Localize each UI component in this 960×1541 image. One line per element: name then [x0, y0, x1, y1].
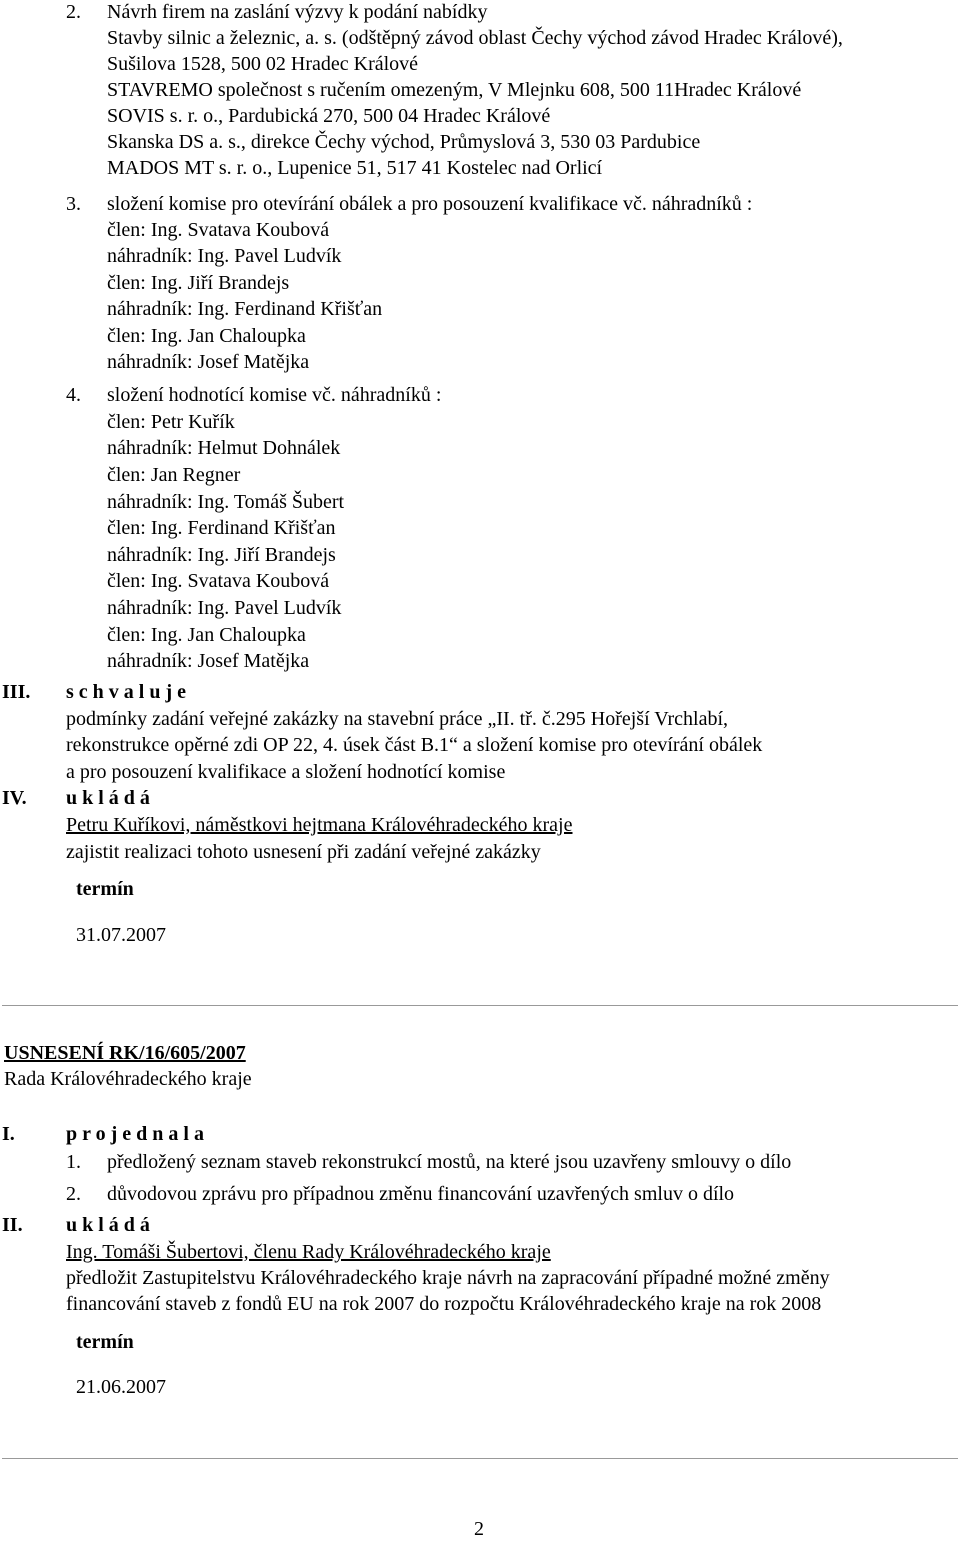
resolution-II-addressee: Ing. Tomáši Šubertovi, členu Rady Královéhradeckého kraje — [66, 1241, 551, 1263]
section-numeral-IV: IV. — [2, 787, 27, 809]
item4-line-2: člen: Petr Kuřík — [107, 411, 235, 433]
resolution-I-verb: p r o j e d n a l a — [66, 1123, 204, 1145]
item4-line-4: člen: Jan Regner — [107, 464, 241, 486]
item4-line-11: náhradník: Josef Matějka — [107, 650, 310, 672]
item2-line-1: Návrh firem na zaslání výzvy k podání nabídky — [107, 1, 488, 23]
item4-line-10: člen: Ing. Jan Chaloupka — [107, 624, 306, 646]
item2-line-7: MADOS MT s. r. o., Lupenice 51, 517 41 Kostelec nad Orlicí — [107, 157, 603, 179]
item3-line-5: náhradník: Ing. Ferdinand Křišťan — [107, 298, 383, 320]
resolution-item-1-number: 1. — [66, 1151, 81, 1173]
resolution-item-2-number: 2. — [66, 1183, 81, 1205]
item4-line-9: náhradník: Ing. Pavel Ludvík — [107, 597, 342, 619]
resolution-term-label: termín — [76, 1331, 134, 1353]
resolution-II-task-1: předložit Zastupitelstvu Královéhradeckého kraje návrh na zapracování případné možné změny — [66, 1267, 830, 1289]
list-number-2: 2. — [66, 1, 81, 23]
item4-heading: složení hodnotící komise vč. náhradníků : — [107, 384, 442, 406]
item2-line-4: STAVREMO společnost s ručením omezeným, V Mlejnku 608, 500 11Hradec Králové — [107, 79, 802, 101]
item2-line-3: Sušilova 1528, 500 02 Hradec Králové — [107, 53, 419, 75]
resolution-numeral-I: I. — [2, 1123, 15, 1145]
section-IV-term-date: 31.07.2007 — [76, 924, 166, 946]
item4-line-6: člen: Ing. Ferdinand Křišťan — [107, 517, 336, 539]
item2-line-5: SOVIS s. r. o., Pardubická 270, 500 04 Hradec Králové — [107, 105, 551, 127]
item2-line-2: Stavby silnic a železnic, a. s. (odštěpný závod oblast Čechy východ závod Hradec Králové), — [107, 27, 843, 49]
footer-separator-line — [2, 1458, 958, 1459]
section-IV-verb: u k l á d á — [66, 787, 150, 809]
item3-line-3: náhradník: Ing. Pavel Ludvík — [107, 245, 342, 267]
item4-line-7: náhradník: Ing. Jiří Brandejs — [107, 544, 336, 566]
separator-line — [2, 1005, 958, 1006]
item2-line-6: Skanska DS a. s., direkce Čechy východ, Průmyslová 3, 530 03 Pardubice — [107, 131, 701, 153]
resolution-numeral-II: II. — [2, 1214, 23, 1236]
item3-line-4: člen: Ing. Jiří Brandejs — [107, 272, 290, 294]
item3-line-7: náhradník: Josef Matějka — [107, 351, 310, 373]
resolution-subtitle: Rada Královéhradeckého kraje — [4, 1068, 252, 1090]
list-number-3: 3. — [66, 193, 81, 215]
section-III-line-3: a pro posouzení kvalifikace a složení hodnotící komise — [66, 761, 506, 783]
section-IV-term-label: termín — [76, 878, 134, 900]
resolution-II-task-2: financování staveb z fondů EU na rok 2007 do rozpočtu Královéhradeckého kraje na rok 2008 — [66, 1293, 822, 1315]
section-III-line-2: rekonstrukce opěrné zdi OP 22, 4. úsek část B.1“ a složení komise pro otevírání obálek — [66, 734, 763, 756]
resolution-item-2-text: důvodovou zprávu pro případnou změnu financování uzavřených smluv o dílo — [107, 1183, 735, 1205]
section-IV-addressee: Petru Kuříkovi, náměstkovi hejtmana Královéhradeckého kraje — [66, 814, 573, 836]
resolution-term-date: 21.06.2007 — [76, 1376, 166, 1398]
item4-line-5: náhradník: Ing. Tomáš Šubert — [107, 491, 345, 513]
page-number: 2 — [474, 1518, 484, 1540]
section-III-line-1: podmínky zadání veřejné zakázky na stavební práce „II. tř. č.295 Hořejší Vrchlabí, — [66, 708, 729, 730]
item4-line-3: náhradník: Helmut Dohnálek — [107, 437, 341, 459]
resolution-title: USNESENÍ RK/16/605/2007 — [4, 1042, 246, 1064]
resolution-II-verb: u k l á d á — [66, 1214, 150, 1236]
item3-line-6: člen: Ing. Jan Chaloupka — [107, 325, 306, 347]
item3-line-2: člen: Ing. Svatava Koubová — [107, 219, 330, 241]
section-IV-task: zajistit realizaci tohoto usnesení při zadání veřejné zakázky — [66, 841, 541, 863]
section-III-verb: s c h v a l u j e — [66, 681, 186, 703]
item4-line-8: člen: Ing. Svatava Koubová — [107, 570, 330, 592]
list-number-4: 4. — [66, 384, 81, 406]
section-numeral-III: III. — [2, 681, 31, 703]
item3-heading: složení komise pro otevírání obálek a pro posouzení kvalifikace vč. náhradníků : — [107, 193, 753, 215]
resolution-item-1-text: předložený seznam staveb rekonstrukcí mostů, na které jsou uzavřeny smlouvy o dílo — [107, 1151, 792, 1173]
